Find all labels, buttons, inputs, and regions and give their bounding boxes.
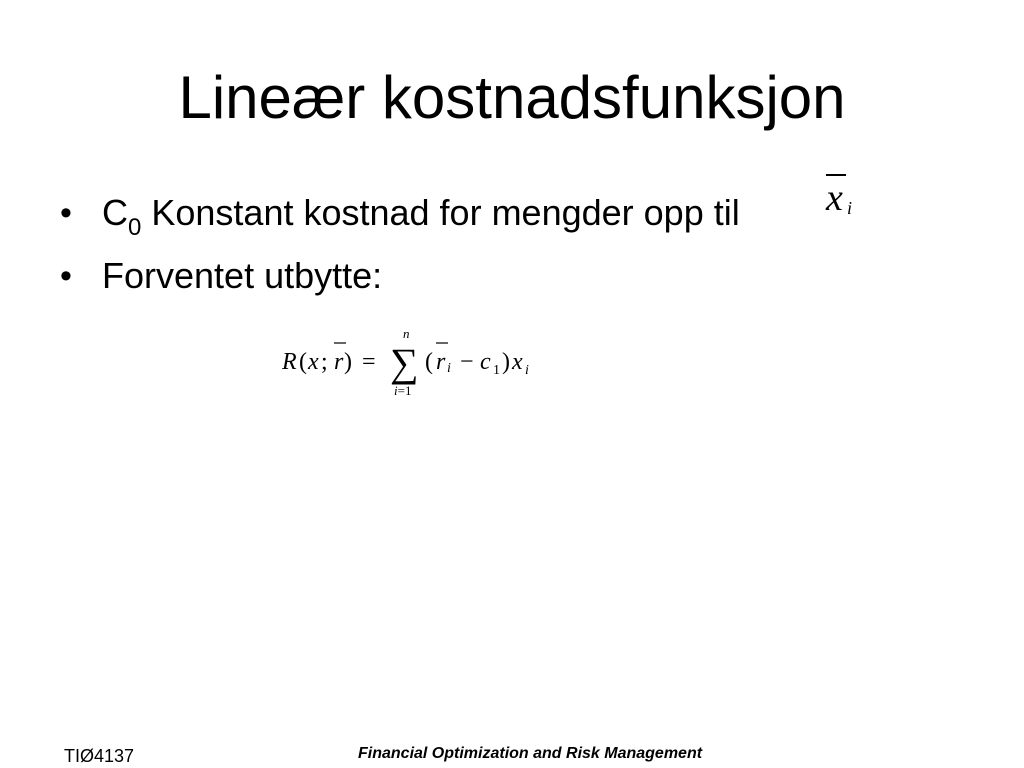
symbol-subscript: i: [847, 198, 853, 218]
symbol-base: x: [826, 177, 843, 219]
formula-func: R: [282, 349, 297, 375]
c-subscript: 1: [493, 363, 500, 378]
bullet-expected-return: [60, 247, 740, 305]
sum-symbol: ∑: [390, 340, 419, 385]
bullet-text: Forventet utbytte:: [102, 255, 383, 296]
formula-r: r: [334, 349, 344, 375]
cost-symbol: C: [102, 192, 128, 233]
x-bar-i-symbol: [824, 158, 864, 226]
paren-open: (: [425, 349, 433, 375]
bullet-list: [60, 184, 740, 305]
bullet-text: Konstant kostnad for mengder opp til: [141, 192, 740, 233]
formula-x: x: [308, 349, 319, 375]
expected-return-formula: [282, 326, 562, 404]
paren-close: ): [502, 349, 510, 375]
r-subscript: i: [447, 361, 451, 376]
slide-title: Lineær kostnadsfunksjon: [178, 64, 846, 131]
formula-c: c: [480, 349, 491, 375]
minus-sign: −: [460, 349, 474, 375]
course-name: Financial Optimization and Risk Management: [358, 745, 703, 762]
paren-open: (: [299, 349, 307, 375]
x-subscript: i: [525, 363, 529, 378]
cost-symbol-subscript: 0: [128, 214, 142, 241]
formula-r: r: [436, 349, 446, 375]
formula-x: x: [512, 349, 523, 375]
overline: [826, 174, 846, 176]
paren-close: ): [344, 349, 352, 375]
bullet-constant-cost: [60, 184, 740, 247]
course-code: TIØ4137: [64, 746, 135, 766]
equals-sign: =: [362, 349, 376, 375]
bullet-marker: •: [60, 194, 72, 232]
sum-lower: i=1: [394, 383, 412, 398]
sum-upper: n: [403, 326, 410, 341]
bullet-marker: •: [60, 257, 72, 295]
formula-svg: [282, 326, 562, 404]
semicolon: ;: [321, 349, 328, 375]
